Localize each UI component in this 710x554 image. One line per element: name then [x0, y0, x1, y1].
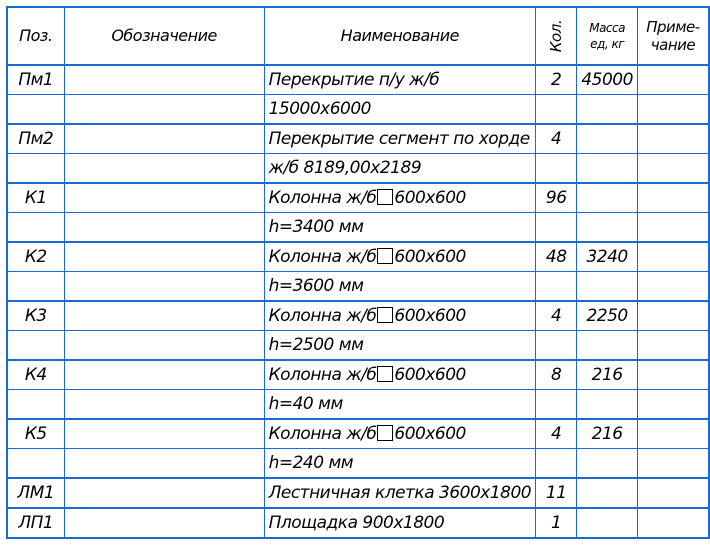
note-cell	[637, 419, 709, 449]
name-cell	[264, 419, 536, 449]
note-cell	[637, 272, 709, 302]
header-name: Наименование	[264, 7, 536, 65]
designation-cell	[64, 65, 264, 95]
table-row	[7, 183, 709, 213]
note-cell	[637, 360, 709, 390]
square-section-icon	[377, 366, 393, 382]
mass-cell: 216	[577, 360, 638, 390]
table-row	[7, 242, 709, 272]
qty-cell	[536, 390, 577, 420]
name-cell	[264, 183, 536, 213]
qty-cell	[536, 154, 577, 184]
name-cell	[264, 301, 536, 331]
name-cell: Перекрытие сегмент по хорде	[264, 124, 536, 154]
designation-cell	[64, 360, 264, 390]
mass-cell	[577, 124, 638, 154]
name-cell: h=2500 мм	[264, 331, 536, 361]
designation-cell	[64, 124, 264, 154]
square-section-icon	[377, 248, 393, 264]
name-text: Колонна ж/б	[268, 365, 377, 385]
name-size: 600х600	[394, 365, 466, 385]
pos-cell	[7, 449, 64, 479]
header-pos: Поз.	[7, 7, 64, 65]
pos-cell: ЛМ1	[7, 478, 64, 508]
mass-cell: 2250	[577, 301, 638, 331]
designation-cell	[64, 242, 264, 272]
designation-cell	[64, 390, 264, 420]
name-text: Колонна ж/б	[268, 188, 377, 208]
mass-cell: 216	[577, 419, 638, 449]
designation-cell	[64, 154, 264, 184]
note-cell	[637, 183, 709, 213]
table-row-continuation	[7, 331, 709, 361]
pos-cell	[7, 390, 64, 420]
designation-cell	[64, 478, 264, 508]
note-cell	[637, 331, 709, 361]
qty-cell	[536, 272, 577, 302]
note-cell	[637, 154, 709, 184]
qty-cell: 11	[536, 478, 577, 508]
name-text: Колонна ж/б	[268, 306, 377, 326]
note-cell	[637, 95, 709, 125]
header-qty	[536, 7, 577, 65]
note-cell	[637, 449, 709, 479]
table-row-continuation	[7, 390, 709, 420]
name-size: 600х600	[394, 424, 466, 444]
table-row-continuation	[7, 449, 709, 479]
note-cell	[637, 478, 709, 508]
designation-cell	[64, 272, 264, 302]
qty-cell: 4	[536, 124, 577, 154]
designation-cell	[64, 301, 264, 331]
pos-cell	[7, 95, 64, 125]
mass-cell	[577, 95, 638, 125]
header-note: Приме-чание	[637, 7, 709, 65]
mass-cell	[577, 478, 638, 508]
note-cell	[637, 65, 709, 95]
pos-cell: К4	[7, 360, 64, 390]
name-cell	[264, 242, 536, 272]
mass-cell	[577, 390, 638, 420]
qty-cell: 8	[536, 360, 577, 390]
designation-cell	[64, 95, 264, 125]
mass-cell	[577, 183, 638, 213]
pos-cell	[7, 213, 64, 243]
designation-cell	[64, 449, 264, 479]
table-row	[7, 508, 709, 538]
mass-cell	[577, 213, 638, 243]
designation-cell	[64, 508, 264, 538]
name-cell: h=40 мм	[264, 390, 536, 420]
pos-cell: К3	[7, 301, 64, 331]
qty-cell: 4	[536, 301, 577, 331]
name-text: Колонна ж/б	[268, 247, 377, 267]
name-cell: h=240 мм	[264, 449, 536, 479]
name-cell: h=3400 мм	[264, 213, 536, 243]
designation-cell	[64, 419, 264, 449]
note-cell	[637, 213, 709, 243]
table-row	[7, 124, 709, 154]
note-cell	[637, 242, 709, 272]
table-row	[7, 301, 709, 331]
table-row	[7, 65, 709, 95]
qty-cell	[536, 213, 577, 243]
qty-cell	[536, 449, 577, 479]
square-section-icon	[377, 189, 393, 205]
specification-table	[6, 6, 710, 539]
pos-cell: Пм1	[7, 65, 64, 95]
table-row	[7, 360, 709, 390]
table-row	[7, 478, 709, 508]
pos-cell: К5	[7, 419, 64, 449]
name-cell: ж/б 8189,00х2189	[264, 154, 536, 184]
qty-cell: 1	[536, 508, 577, 538]
name-size: 600х600	[394, 306, 466, 326]
designation-cell	[64, 183, 264, 213]
note-cell	[637, 508, 709, 538]
qty-cell: 96	[536, 183, 577, 213]
mass-cell	[577, 449, 638, 479]
table-row-continuation	[7, 95, 709, 125]
name-cell	[264, 360, 536, 390]
designation-cell	[64, 213, 264, 243]
pos-cell: К2	[7, 242, 64, 272]
name-cell: Перекрытие п/у ж/б	[264, 65, 536, 95]
table-row-continuation	[7, 272, 709, 302]
qty-cell	[536, 331, 577, 361]
qty-cell: 2	[536, 65, 577, 95]
header-qty-label: Кол.	[547, 19, 566, 53]
mass-cell	[577, 272, 638, 302]
qty-cell: 48	[536, 242, 577, 272]
qty-cell: 4	[536, 419, 577, 449]
header-row	[7, 7, 709, 65]
mass-cell: 3240	[577, 242, 638, 272]
square-section-icon	[377, 425, 393, 441]
header-mass: Масса ед, кг	[577, 7, 638, 65]
square-section-icon	[377, 307, 393, 323]
pos-cell	[7, 272, 64, 302]
mass-cell	[577, 154, 638, 184]
pos-cell: Пм2	[7, 124, 64, 154]
name-size: 600х600	[394, 188, 466, 208]
name-size: 600х600	[394, 247, 466, 267]
mass-cell	[577, 508, 638, 538]
table-row	[7, 419, 709, 449]
designation-cell	[64, 331, 264, 361]
table-body	[7, 65, 709, 538]
pos-cell: К1	[7, 183, 64, 213]
pos-cell	[7, 154, 64, 184]
note-cell	[637, 301, 709, 331]
table-row-continuation	[7, 154, 709, 184]
name-text: Колонна ж/б	[268, 424, 377, 444]
note-cell	[637, 390, 709, 420]
name-cell: Площадка 900х1800	[264, 508, 536, 538]
name-cell: 15000х6000	[264, 95, 536, 125]
qty-cell	[536, 95, 577, 125]
note-cell	[637, 124, 709, 154]
header-designation: Обозначение	[64, 7, 264, 65]
mass-cell: 45000	[577, 65, 638, 95]
table-row-continuation	[7, 213, 709, 243]
pos-cell	[7, 331, 64, 361]
name-cell: Лестничная клетка 3600х1800	[264, 478, 536, 508]
name-cell: h=3600 мм	[264, 272, 536, 302]
mass-cell	[577, 331, 638, 361]
pos-cell: ЛП1	[7, 508, 64, 538]
